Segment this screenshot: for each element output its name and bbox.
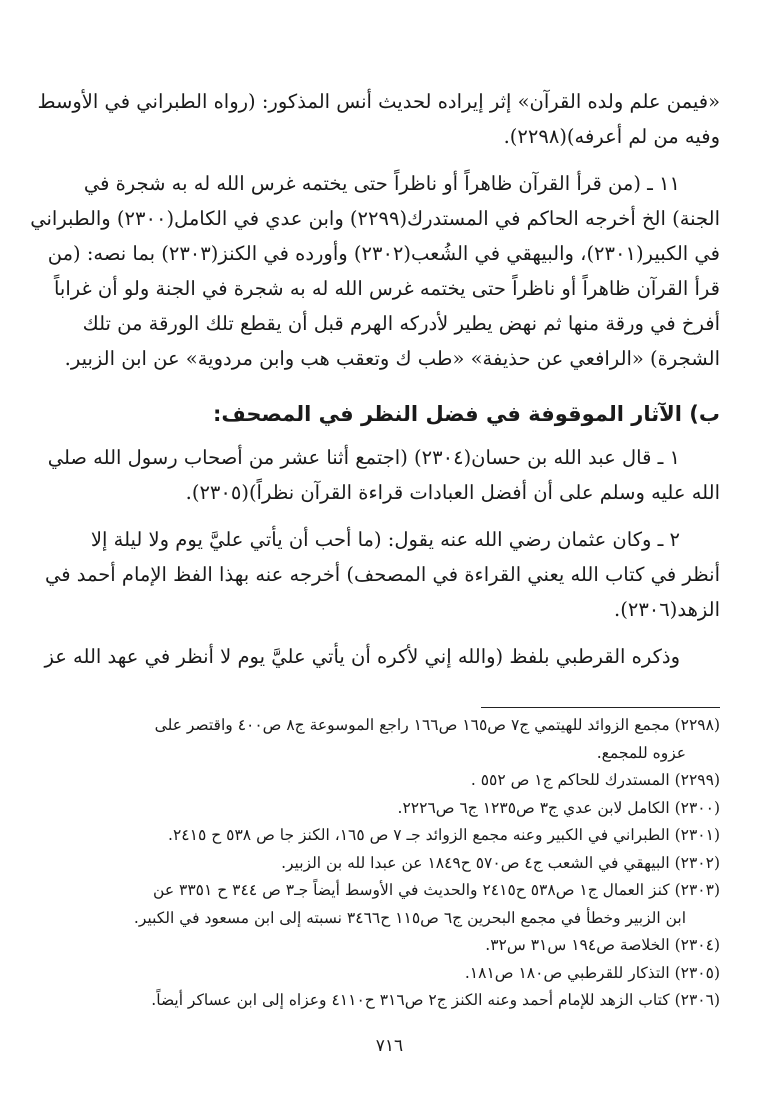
footnote: (٢٣٠٢) البيهقي في الشعب ج٤ ص٥٧٠ ح١٨٤٩ عن عبدا لله بن الزبير. (281, 853, 720, 872)
footnote: (٢٣٠٦) كتاب الزهد للإمام أحمد وعنه الكنز ج٢ ص٣١٦ ح٤١١٠ وعزاه إلى ابن عساكر أيضاً. (151, 991, 720, 1009)
footnotes (80, 712, 720, 1015)
footnote-separator (481, 707, 720, 708)
text-line: أنظر في كتاب الله يعني القراءة في المصحف) أخرجه عنه بهذا الفظ الإمام أحمد في (44, 563, 720, 586)
text-line: في الكبير(٢٣٠١)، والبيهقي في الشُعب(٢٣٠٢) وأورده في الكنز(٢٣٠٣) بما نصه: (من (47, 242, 720, 265)
text-line: أفرخ في ورقة منها ثم نهض يطير لأدركه الهرم قبل أن يقطع تلك الورقة من تلك (82, 312, 720, 335)
footnote: (٢٣٠١) الطبراني في الكبير وعنه مجمع الزوائد جـ ٧ ص ١٦٥، الكنز جا ص ٥٣٨ ح ٢٤١٥. (168, 826, 720, 844)
text-line: وذكره القرطبي بلفظ (والله إني لأكره أن يأتي عليَّ يوم لا أنظر في عهد الله عز (44, 645, 680, 668)
text-line: الشجرة) «الرافعي عن حذيفة» «طب ك وتعقب هب وابن مردوية» عن ابن الزبير. (64, 347, 720, 370)
text-line: ٢ ـ وكان عثمان رضي الله عنه يقول: (ما أحب أن يأتي عليَّ يوم ولا ليلة إلا (90, 528, 680, 551)
page-body (30, 84, 720, 686)
footnote: (٢٣٠٥) التذكار للقرطبي ص١٨٠ ص١٨١. (464, 963, 720, 982)
footnote-continuation: ابن الزبير وخطأ في مجمع البحرين ج٦ ص١١٥ ح٣٤٦٦ نسبته إلى ابن مسعود في الكبير. (133, 908, 686, 927)
paragraph-2 (30, 166, 720, 376)
paragraph-4 (44, 522, 720, 627)
text-line: ١ ـ قال عبد الله بن حسان(٢٣٠٤) (اجتمع أثنا عشر من أصحاب رسول الله صلي (47, 446, 680, 469)
text-line: الله عليه وسلم على أن أفضل العبادات قراءة القرآن نظراً)(٢٣٠٥). (185, 481, 720, 504)
text-line: الجنة) الخ أخرجه الحاكم في المستدرك(٢٢٩٩) وابن عدي في الكامل(٢٣٠٠) والطبراني (30, 207, 720, 230)
footnote: (٢٣٠٤) الخلاصة ص١٩٤ س٣١ س٣٢. (485, 936, 720, 954)
text-line: وفيه من لم أعرفه)(٢٢٩٨). (503, 125, 720, 148)
footnote: (٢٣٠٠) الكامل لابن عدي ج٣ ص١٢٣٥ ج٦ ص٢٢٢٦. (397, 798, 720, 817)
section-heading: ب) الآثار الموقوفة في فضل النظر في المصحف: (212, 402, 720, 426)
footnote-continuation: عزوه للمجمع. (596, 743, 686, 762)
footnote: (٢٢٩٩) المستدرك للحاكم ج١ ص ٥٥٢ . (470, 771, 720, 789)
text-line: ١١ ـ (من قرأ القرآن ظاهراً أو ناظراً حتى يختمه غرس الله له به شجرة في (83, 172, 680, 195)
paragraph-5 (44, 639, 720, 674)
footnote: (٢٣٠٣) كنز العمال ج١ ص٥٣٨ ح٢٤١٥ والحديث في الأوسط أيضاً جـ٣ ص ٣٤٤ ح ٣٣٥١ عن (153, 881, 720, 899)
page-number: ٧١٦ (375, 1036, 404, 1056)
text-line: الزهد(٢٣٠٦). (614, 598, 720, 621)
footnote: (٢٢٩٨) مجمع الزوائد للهيتمي ج٧ ص١٦٥ ص١٦٦ راجع الموسوعة ج٨ ص٤٠٠ واقتصر على (154, 716, 720, 734)
paragraph-1 (37, 84, 720, 154)
text-line: «فيمن علم ولده القرآن» إثر إيراده لحديث أنس المذكور: (رواه الطبراني في الأوسط (37, 90, 720, 113)
text-line: قرأ القرآن ظاهراً أو ناظراً حتى يختمه غرس الله له به شجرة في الجنة ولو أن غراباً (53, 277, 720, 300)
paragraph-3 (47, 440, 720, 510)
